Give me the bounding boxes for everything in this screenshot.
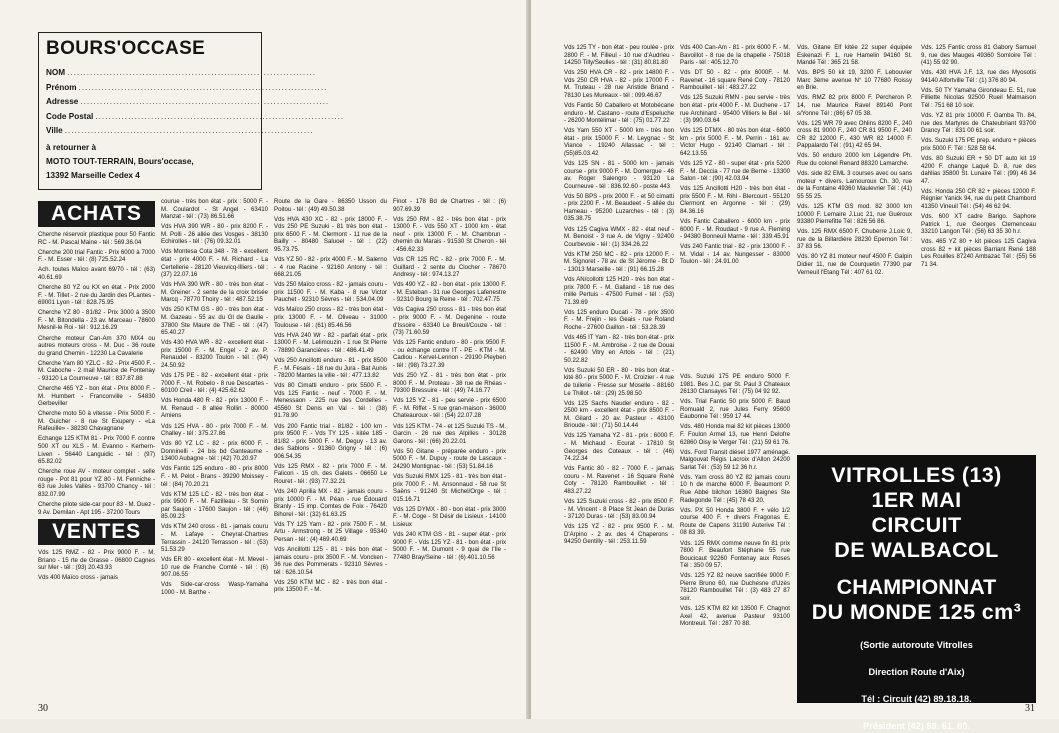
ads-column-7	[797, 44, 912, 444]
classified-ad: Vds Suzuki RMX 125 - 81 - très bon état - prix 7000 F. - M. Ansonnaud - 58 rue St Saëns - 91240 St Michel/Orge - tél : 015.16.71	[393, 472, 506, 503]
classified-ad: Vds KTM 250 MC - 82 - prix 12000 F. - M. Signoret - 78 av. de St Jérome - Bt D - 13013 Marseille - tél : (91) 66.15.28	[564, 250, 674, 273]
classified-ad: Vds CR 125 RC - 82 - prix 7000 F. - M. Guillard - 2 sente du Clocher - 78670 Andresy - tél : 974.13.27	[393, 256, 506, 279]
classified-ad: Vds 125 Fantic enduro - 80 - prix 9500 F. - ou échange contre IT - PE - KTM - M. Cadiou - Kervel-Lennon - 29190 Pleyben - tél : (98) 73.27.39	[393, 339, 506, 369]
classified-ad: Vds. Trial Fantic 50 prix 5000 F. Baud Romuald 2, rue Jules Ferry 95600 Eaubonne Tél : 959 17 44.	[680, 398, 790, 421]
event-info-line: Direction Route d'Aix)	[868, 667, 965, 677]
classified-ad: Echange 125 KTM 81 - Prix 7000 F. contre 500 XT ou XLS - M. Evanno - Kerhern-Liven - 56440 Languidic - tél : (97) 65.82.02	[38, 435, 155, 466]
classified-ad: Vds 400 Maïco cross - jamais	[38, 574, 118, 582]
classified-ad: Vds Yam 550 XT - 5000 km - très bon état - prix 15000 F. - M. Leygnac - St Viance - 19240 Allassac - tél : (55)85.03.42	[564, 127, 674, 157]
classified-ad: Vds. 50 TY Yamaha Girondeau E. 51, rue Filliette Nicolas 92500 Rueil Malmaison Tél : 751 68 10 soir.	[921, 86, 1036, 110]
classified-ad: Vds. 125 RMX comme neuve fin 81 prix 7800 F. Beaufort Stéphane 55 rue Boucicaut 92260 Fontenay aux Roses Tél : 350 09 57.	[680, 539, 790, 570]
classified-ad: Vds 125 Suzuki cross - 82 - prix 8500 F. - M. Vincent - 8 Place St Jean de Duras - 37120 Duras - tél : (53) 83.00.94	[564, 497, 674, 521]
classified-ad: Vds. Honda 250 CR 82 + pièces 12000 F. Régnier Yanick 94, rue du petit Chambord 41350 Vineuil Tél : (54) 46 62 94.	[921, 187, 1036, 210]
classified-ad: Vds HVA 240 Wr - 82 - parfait état - prix 13000 F. - M. Lelimouzin - 1 rue St Pierre - 78890 Garancières - tél : 486.41.49	[274, 331, 387, 354]
coupon-field-nom[interactable]: NOM ............................................................................	[46, 68, 316, 77]
classified-ad: Vds. Gitane Elf kitée 22 super équipée Eskenazi F. 1, rue Hamelin 94160 St. Mandé Tél : 365 21 58.	[797, 44, 912, 67]
classified-ad: Vds. Suzuki 175 PE prep. enduro + pièces prix 5000 F. Tél : 528 58 64.	[921, 137, 1036, 152]
coupon-field-prenom[interactable]: Prénom ............................................................................	[46, 82, 328, 92]
classified-ad: Vds 250 RM - 82 - très bon état - prix 13000 F. - Vds 550 XT - 1000 km - état neuf - prix 13000 F. - M. Chambrun - chemin du Marais - 91530 St Cheron - tél : 456.62.33	[393, 215, 506, 253]
classified-ad: Cherche 80 YZ ou KX en état - Prix 2000 F. - M. Tillet - 2 rue du Jardin des PLantes - 69001 Lyon - tél : 828.75.95	[38, 284, 155, 307]
classified-ad: Vds Honda 480 R - 82 - prix 13000 F. - M. Renaud - 8 allée Rollin - 80000 Amiens	[161, 397, 268, 420]
classified-ad: Vds 250 YZ - 81 - très bon état - prix 8000 F. - M. Proteau - 38 rue de Rhéas - 79300 Bressuire - tél : (49) 74.16.77	[393, 372, 506, 395]
classified-ad: Vds HVA 390 WR - 80 - très bon état - M. Greiner - 2 sente de la croix brisée Marcq - 78770 Thoiry - tél : 487.52.15	[161, 281, 268, 304]
classified-ad: Vds KTM 240 cross - 81 - jamais couru - M. Lafaye - Cheyrat-Chartres Terrassin - 24120 Terrasson - tél : (53) 51.53.29	[161, 523, 268, 554]
classified-ad: Vds. BPS 50 kit 19, 3200 F. Lebouvier Marc 3ème avenue N° 10 77680 Roissy en Brie.	[797, 69, 912, 92]
classified-ad: Vds 175 PE - 82 - excellent état - prix 7000 F. - M. Robelo - 8 rue Descartes - 60100 Creil - tél : (4) 425.62.62	[161, 372, 268, 395]
classified-ad: Vds 125 Suzuki RMN - peu servie - très bon état - prix 4000 F. - M. Duchene - 17 rue Archinard - 95400 Villiers le Bel - tél : (3) 990.03.64	[680, 94, 790, 125]
classified-ad: Vds 80 Cimatti enduro - prix 5500 F. - Vds 125 Fantic - neuf - 7000 F. - M. Menessaon - 225 rue des Cordelles - 45560 St Denis en Val - tél : (38) 91.78.90	[274, 382, 387, 420]
classified-ad: Vds 125 YZ - 80 - super état - prix 5200 F. - M. Deccia - 77 rue de Berne - 13300 Salon - tél : (90) 42.03.94	[680, 160, 790, 183]
classified-ad: Vds 80 YZ LC - 82 - prix 6000 F. - Donninelli - 24 bis bd Ganteaume - 13400 Aubagne - tél : (42) 70.20.97	[161, 440, 268, 463]
classified-ad: Cherche moto 50 à vitesse - Prix 5000 F. - M. Guicher - 8 rue St Exupery - «La Rafeuille» - 38230 Chavagnane	[38, 410, 155, 433]
classified-ad: Vds 240 Aprilia MX - 82 - jamais couru - prix 10000 F. - M. Péan - rue Édouard Branly - 15 imp. Comtes de Foix - 76420 Bihorel - tél : (32) 61.63.25	[274, 488, 387, 518]
event-date: 1ER MAI	[871, 488, 962, 512]
event-announcement	[797, 455, 1036, 731]
classified-ad: Vds. 50 enduro 2000 km Légendre Ph. Rue du colonel Renard 88320 Lamarche.	[797, 152, 912, 168]
coupon-field-adresse[interactable]: Adresse ............................................................................	[46, 97, 330, 106]
classified-ad: Vds 50 BPS - prix 2000 F. - et 50 cimatti - prix 2200 F. - M. Beaudeet - 5 allée du Hameau - 95200 Luzarches - tél : (3) 035.38.75	[564, 192, 674, 223]
classified-ad: Vds 50 Gitane - préparée enduro - prix 5000 F. - M. Dupuy - route de Lascaux - 24290 Montignac - tél : (53) 51.84.16	[393, 447, 506, 470]
classified-ad: Vds 125 HVA - 80 - prix 7000 F. - M. Challey - tél : 375.27.86	[161, 422, 268, 438]
classified-ad: Vds. 125 KTM 82 kit 13500 F. Chagnot Axel 42, avenue Pasteur 93100 Montreuil. Tél : 287 70 88.	[680, 605, 790, 628]
classified-ad: Vds YZ 50 - 82 - prix 4000 F. - M. Salerno - 4 rue Racine - 92160 Antony - tél : 668.21.05	[274, 256, 387, 279]
classified-ad: Cherche moteur Can-Am 370 MX4 ou autres moteurs cross - M. Duc - 36 route du grand Chemin - 12230 La Cavalerie	[38, 334, 155, 357]
classified-ad: Vds. Suzuki 175 PE enduro 5000 F. 1981. Bes J.C. par St. Paul 3 Chateaux 26130 Clansayes Tél : (75) 04 92 92.	[680, 373, 790, 396]
classified-ad: Vds 400 Can-Am - 81 - prix 6000 F. - M. Bavoillot - 8 rue de la chapelle - 75018 Paris - tél : 405.12.70	[680, 44, 790, 67]
classified-ad: Vds. 80 Suzuki ER + 50 DT auto kit 19 4200 F. change Laqué D. 8, rue des dahlias 35800 St. Lunaire Tél : (99) 46 34 47.	[921, 155, 1036, 185]
classified-ad: Vds 250 Maïco cross - 82 - jamais couru - prix 11500 F. - M. Kaba - 8 rue Victor Pauchet - 92310 Sèvres - tél : 534.04.09	[274, 281, 387, 304]
classified-ad: Ach. toutes Maïco avant 69/70 - tél : (63) 40.61.69	[38, 266, 155, 281]
classified-ad: Cherche 200 trial Fantic - Prix 6000 à 7000 F. - M. Esser - tél : (8) 725.52.24	[38, 248, 155, 264]
coupon-return-line: MOTO TOUT-TERRAIN, Bours'occase,	[46, 156, 194, 166]
event-phone-circuit: Tél : Circuit (42) 89.18.18.	[861, 694, 972, 704]
classified-ad: Vds. Ford Transit diésel 1977 aménagé. Malgouvat Régis Lacroix d'Allon 24200 Sarlat Tél : (53) 59 12 36 h.r.	[680, 448, 790, 471]
classified-ad: Vds 490 YZ - 82 - bon état - prix 13000 F. - M. Esteban - 31 rue Georges Lafenestre - 92310 Bourg la Reine - tél : 702.47.75	[393, 281, 506, 304]
classified-ad: Vds 125 RMZ - 82 - Prix 9000 F. - M. Briano - 15 rte de Grasse - 06800 Cagnes sur Mer - tél : (93) 20.43.93	[38, 549, 155, 572]
ads-column-1	[38, 198, 155, 698]
page-number-left: 30	[38, 703, 48, 714]
event-class: DU MONDE 125 cm³	[811, 600, 1022, 624]
page-number-right: 31	[1025, 703, 1035, 714]
classified-ad: Vds HVA 430 XC - 82 - prix 18000 F. - Vds 250 PE Suzuki - 81 très bon état - prix 6500 F. - M. Clermont - 11 rue de la Bailly - 80480 Saluoel - tél : (22) 95.73.75.	[274, 215, 387, 253]
section-header-ventes: VENTES	[38, 519, 155, 545]
coupon-field-code-postal[interactable]: Code Postal ............................................................................	[46, 111, 345, 121]
classified-ad: Vds 125 Sachs Nauder enduro - 82 - 2500 km - excellent état - prix 8500 F. - M. Gilard - 20 av. Pasteur - 43100 Brioude - tél : (71) 50.14.44	[564, 399, 674, 430]
classified-ad: Vds 125 Yamaha YZ - 81 - prix : 6000 F. - M. Michaud - Ecurat - 17810 St Georges des Coteaux - tél : (46) 74.22.34	[564, 432, 674, 463]
classified-ad: Vds. YZ 81 prix 10000 F. Gamba Th. 84, rue des Martyres de Chateubriant 93700 Drancy Tél : 831 00 61 soir.	[921, 112, 1036, 135]
classified-ad: Vds 250 HVA CR - 82 - prix 14800 F. - Vds 250 CR HVA - 82 - prix 17000 F. - M. Truteau - 28 rue Aristide Briand - 78130 Les Mureaux - tél : 099.46.67	[564, 69, 674, 99]
coupon-title: BOURS'OCCASE	[46, 38, 206, 59]
classified-ad: Vds 125 KTM - 74 - et 125 Suzuki TS - M. Garcin - 26 rue des Alpilles - 30128 Garons - tél : (66) 20.22.01	[393, 422, 507, 445]
classified-ad: Cherche pilote side-car pour 83 - M. Duez - 9 Av. Demilan - Apt 195 - 37200 Tours	[38, 501, 155, 516]
ads-column-6-lower	[680, 373, 790, 708]
classified-ad: Cherche YZ 80 - 81/82 - Prix 3000 à 3500 F. - M. Bitondella - 23 av. Marceau - 78600 Mesnil-le Roi - tél : 912.16.29	[38, 309, 155, 332]
classified-ad: Vds 125 Cagiva WMX - 82 - état neuf - M. Benoist - 3 rue A. de Vigny - 92400 Courbevoie - tél : (1) 334.26.22	[564, 225, 674, 248]
classified-ad: courue - très bon état - prix : 5000 F. - M. Coulardot - St Angel - 63410 Manzat - tél : (73) 86.51.66	[161, 198, 268, 221]
classified-ad: Vds 465 IT Yam - 82 - très bon état - prix 11500 F. - M. Ambroise - 2 rue de Douai - 62490 Vitry en Artois - tél : (21) 50.22.82	[564, 334, 674, 364]
classified-ad: Vds Fantic 80 - 82 - 7000 F. - jamais couru - M. Ravenet - 16 Square René Coty - 78120 Rambouillet - tél : 483.27.22	[564, 465, 674, 495]
classified-ad: Vds. 125 WR 79 avec Ohlins 8200 F., 240 cross 81 9000 F., 240 CR 81 9500 F., 240 CR 82 12000 F., 430 WR 82 14000 F. Pappalardo Tél : (91) 42 65 94.	[797, 119, 912, 150]
classified-ad: Vds. 125 KTM GS mod. 82 3000 km 10000 F. Lemaire J.Luc 21, rue Guéroux 93380 Pierrefitte Tél : 826 56 86.	[797, 202, 912, 226]
classified-ad: Vds ER 80 - excellent état - M. Mevel - 10 rue de Franche Comté - tél : (6) 907.06.55	[161, 556, 268, 579]
event-location: VITROLLES (13)	[831, 463, 1002, 487]
classified-ad: Vds. 600 XT cadre Barigo. Saphore Patrick 1, rue Georges Clemenceau 33210 Langon Tél : (56) 63 35 30 h.r.	[921, 213, 1036, 236]
classified-ad: Vds. RMZ 82 prix 8000 F. Percheron P. 14, rue Maurice Ravel 89140 Pont s/Yonne Tél : (86) 67 05 38.	[797, 94, 912, 117]
ads-column-4	[393, 198, 506, 698]
ads-column-2	[161, 198, 268, 698]
classified-ad: Finot - 178 Bd de Chartres - tél : (6) 907.69.39	[393, 198, 506, 213]
classified-ad: Vds 125 YZ - 82 - prix 9500 F. - M. D'Arpino - 2 av. des 4 Chaperons - 94250 Gentilly - tél : 253.11.59	[564, 523, 674, 546]
classified-ad: Vds 125 RMX - 82 - prix 7000 F. - M. Falicon - 15 ch. des Galets - 06650 Le Rouret - tél : (93) 77.32.21	[274, 462, 387, 485]
classified-ad: Vds KTM 125 LC - 82 - très bon état - prix 9500 F. - M. Fazilleau - St Sornin par Saujon - 17600 Saujon - tél : (46) 85.09.23	[161, 490, 268, 521]
classified-ad: Vds 125 Ancillotti H20 - très bon état - prix 5500 F. - M. Rihl - Blercourt - 55120 Clermont en Argonne - tél : (29) 84.36.16	[680, 185, 790, 215]
classified-ad: Vds. 125 YZ 82 neuve sacrifiée 9000 F. Pierre Bruno 60, rue Duchesne d'Uzès 78120 Rambouillet Tél : (3) 483 27 87 soir.	[680, 572, 790, 602]
classified-ad: Vds. 430 HVA J.F. 13, rue des Myosotis 94140 Alfortville Tél : (1) 376 80 94.	[921, 69, 1036, 84]
classified-ad: Cherche Yam 80 YZLC - 82 - Prix 4500 F. - M. Caboche - 2 mail Maurice de Fontenay - 93120 La Courneuve - tél : 837.87.88	[38, 359, 155, 382]
classified-ad: Cherche réservoir plastique pour 50 Fantic RC - M. Pascal Maine - tél : 569.36.04	[38, 231, 155, 246]
classified-ad: Vds HVA 390 WR - 80 - prix 8200 F. - M. Polli - 26 allée des Vosges - 38130 Echirolles - tél : (76) 09.32.01	[161, 223, 268, 246]
classified-ad: Cherche 465 YZ - bon état - Prix 8000 F. - M. Humbert - Franconville - 54830 Gerbeviller	[38, 385, 155, 408]
left-page	[0, 0, 528, 719]
classified-ad: Vds 240 KTM GS - 81 - super état - prix 9000 F. - Vds 125 YZ - 81 - bon état - prix 5000 F. - M. Dumont - 9 quai de l'Ile - 77480 Bray/Seine - tél : (6) 401.10.56	[393, 531, 506, 561]
section-header-achats: ACHATS	[38, 201, 155, 227]
classified-ad: Vds 125 DTMX - 80 très bon état - 6800 km - prix 5000 F. - M. Perrin - 161 av. Victor Hugo - 92140 Clamart - tél : 642.13.55	[680, 127, 790, 157]
ventes-list	[38, 549, 155, 582]
classified-ad: Route de la Gare - 86350 Usson du Poitou - tél : (49) 49.50.38	[274, 198, 387, 213]
ads-column-8	[921, 44, 1036, 444]
subscription-coupon	[38, 32, 345, 190]
ads-column-5	[564, 44, 674, 708]
classified-ad: Vds Cagiva 250 cross - 81 - très bon état - prix 9000 F. - M. Degenine - route d'Issoire - 63340 Le Breuil/Couze - tél : (73) 71.60.59	[393, 306, 506, 337]
classified-ad: Vds. 465 YZ 80 + kit pièces 125 Cagiva cross 82 + kit pièces Barriant René 188 Les Rouilles 87240 Ambazac Tél : (55) 56 71 34.	[921, 238, 1036, 268]
classified-ad: Vds. 125 RMX 6500 F. Chuberre J.Loic 9, rue de la Billardière 28230 Epernon Tél : 37 83 56.	[797, 228, 912, 251]
event-circuit-name: DE WALBACOL	[834, 538, 999, 562]
classified-ad: Vds 250 Ancillotti enduro - 81 - prix 8500 F. - M. Fesais - 18 rue du Jura - Bat Aunis - 78200 Mantes la ville - tél : 477.13.82	[274, 356, 387, 380]
classified-ad: Cherche roue AV - moteur complet - selle rouge - Pot 81 pour YZ 80 - M. Fenniche - 63 rue Jules Vallès - 93700 Chancy - tél : 832.07.99	[38, 468, 155, 498]
classified-ad: Vds 240 Fantic trial - 82 - prix 13000 F. - M. Vidal - 14 av. Nungesser - 83000 Toulon - tél : 24.91.00	[680, 243, 790, 266]
coupon-return-label: à retourner à	[46, 142, 97, 152]
classified-ad: Vds 430 HVA WR - 82 - excellent état - prix 15000 F. - M. Engel - 2 av. P. Renaudel - 83200 Toulon - tél : (94) 24.50.92	[161, 339, 268, 369]
event-circuit: CIRCUIT	[871, 513, 962, 537]
coupon-return-line: 13392 Marseille Cedex 4	[46, 170, 140, 180]
classified-ad: Vds. 80 YZ 81 moteur neuf 4500 F. Galpin Didier 11, rue de Courquetin 77390 par Verneuil l'Etang Tél : 407 61 02.	[797, 253, 912, 276]
classified-ad: Vds Ancillotti 125 - 81 - très bon état - jamais couru - prix 3500 F. - M. Voncken - 36 rue des Pommerats - 92310 Sèvres - tél : 626.10.54	[274, 546, 387, 576]
classified-ad: Vds Suzuki 50 ER - 80 - très bon état - kité 80 - prix 5000 F. - M. Croizier - 4 rue de tuilerie - Fresse sur Moselle - 88160 Le Thillot - tél : (29) 25.98.50	[564, 366, 674, 397]
classified-ad: Vds 125 SN - 81 - 5000 km - jamais course - prix 9000 F. - M. Domergue - 46 av. Roger Salengro - 93120 La Courneuve - tél : 836.92.60 - poste 443	[564, 160, 674, 190]
classified-ad: Vds Side-car-cross Wasp-Yamaha 1000 - M. Barthe -	[161, 581, 268, 597]
achats-list	[38, 231, 155, 516]
classified-ad: Vds. PX 50 Honda 3800 F. + vélo 1/2 course 400 F. + divers Fragonas E. Route de Capens 31190 Auterive Tél : 08 83 39.	[680, 506, 790, 537]
classified-ad: Vds. 480 Honda mai 82 kit pièces 13000 F. Foulon Armel 13, rue Henri Delofre 62860 Oisy le Verger Tél : (21) 59 61 76.	[680, 423, 790, 446]
classified-ad: Vds Fantic 125 enduro - 80 - prix 8000 F. - M. Pelot - Brans - 39290 Moissey - tél : (84) 70.20.21	[161, 465, 268, 488]
classified-ad: Vds Maïco 250 cross - 82 - très bon état - prix 13000 F. - M. Oliveau - 31000 Toulouse - tél : (61) 85.46.56	[274, 306, 387, 329]
classified-ad: Vds 200 Fantic trial - 81/82 - 100 km - prix 9500 F. - Vds TY 125 - kitée 185 - 81/82 - prix 5000 F. - M. Deguy - 13 av. des Sablons - 91360 Grigny - tél : (6) 906.54.35	[274, 422, 387, 460]
classified-ad: Vds 125 enduro Ducati - 78 - prix 3500 F. - M. Frejin - les Geais - rue Roland Roche - 27600 Gaillon - tél : 53.28.39	[564, 308, 674, 331]
classified-ad: Vds 125 TY - bon état - peu roulée - prix 2800 F. - M. Filleul - 10 rue d'Audrieu - 14250 Tilly/Seulles - tél : (31) 80.81.80	[564, 44, 674, 67]
ads-column-3	[274, 198, 387, 698]
classified-ad: Vds 250 KTM GS - 80 - très bon état - M. Gazeau - 55 av. du Gl de Gaulle - 37800 Ste Maure de TNE - tél : (47) 65.40.27	[161, 306, 268, 337]
classified-ad: Vds. 125 Fantic cross 81 Gabory Samuel 9, rue des Mauges 49360 Somloire Tél : (41) 55 92 90.	[921, 44, 1036, 67]
classified-ad: Vds TY 125 Yam - 82 - prix 7500 F. - M. Artu - Armstrong - bt 25 Village - 95340 Persan - tél : (4) 469.40.69	[274, 520, 387, 543]
classified-ad: Vds 125 DYMX - 80 - bon état - prix 3000 F. - M. Coge - St Désir de Lisieux - 14100 Lisieux	[393, 505, 506, 528]
event-phone-president: Président (42) 89. 61. 60.	[863, 721, 970, 731]
classified-ad: Vds Fantic 50 Caballero et Motobécane enduro - M. Castano - route d'Espeluche - 26200 Montélimar - tél : (75) 01.77.22	[564, 102, 674, 125]
classified-ad: Vds DT 50 - 82 - prix 6000F. - M. Ravenet - 16 square René Coty - 78120 Rambouillet - tél : 483.27.22	[680, 69, 790, 92]
classified-ad: Vds. Yam cross 80 YZ 82 jamais couru 10 h de marche 6000 F. Beaumont P. Rue Abbé bilchon 16360 Baignes Ste Radegonde Tél : (45) 78 43 20.	[680, 473, 790, 504]
classified-ad: Vds 125 YZ - 81 - peu servie - prix 6500 F. - M. Riffet - 5 rue gran-maison - 36000 Chateauroux - tél : (54) 22.07.28	[393, 397, 506, 420]
ads-column-6	[680, 44, 790, 369]
coupon-field-ville[interactable]: Ville ............................................................................	[46, 126, 314, 135]
classified-ad: Vds. side 82 EML 3 courses avec ou sans moteur + divers. Lamouroux Ch. 30, rue de la Fontaine 49360 Maulevrier Tél : (41) 55 55 25.	[797, 170, 912, 200]
event-championship: CHAMPIONNAT	[836, 575, 997, 599]
classified-ad: Vds AN/collotti 125 H20 - très bon état - prix 7800 F. - M. Galland - 18 rue des mille Pertuis - 47500 Fumel - tél : (53) 71.39.69	[564, 276, 674, 306]
classified-ad: Vds Fantic Caballero - 6000 km - prix 6000 F. - M. Roudaut - 9 rue A. Fleming - 94380 Bonneuil Marne - tél : 339.45.91	[680, 218, 790, 241]
classified-ad: Vds 250 KTM MC - 82 - très bon état - prix 13500 F. - M.	[274, 578, 387, 594]
event-info-line: (Sortie autoroute Vitrolles	[860, 640, 973, 650]
classified-ad: Vds Montesa Cota 348 - 78 - excellent état - prix 4000 F. - M. Richard - La Certellerie - 28120 Vieuvicq-Illiers - tél : (37) 22.07.16	[161, 248, 268, 279]
